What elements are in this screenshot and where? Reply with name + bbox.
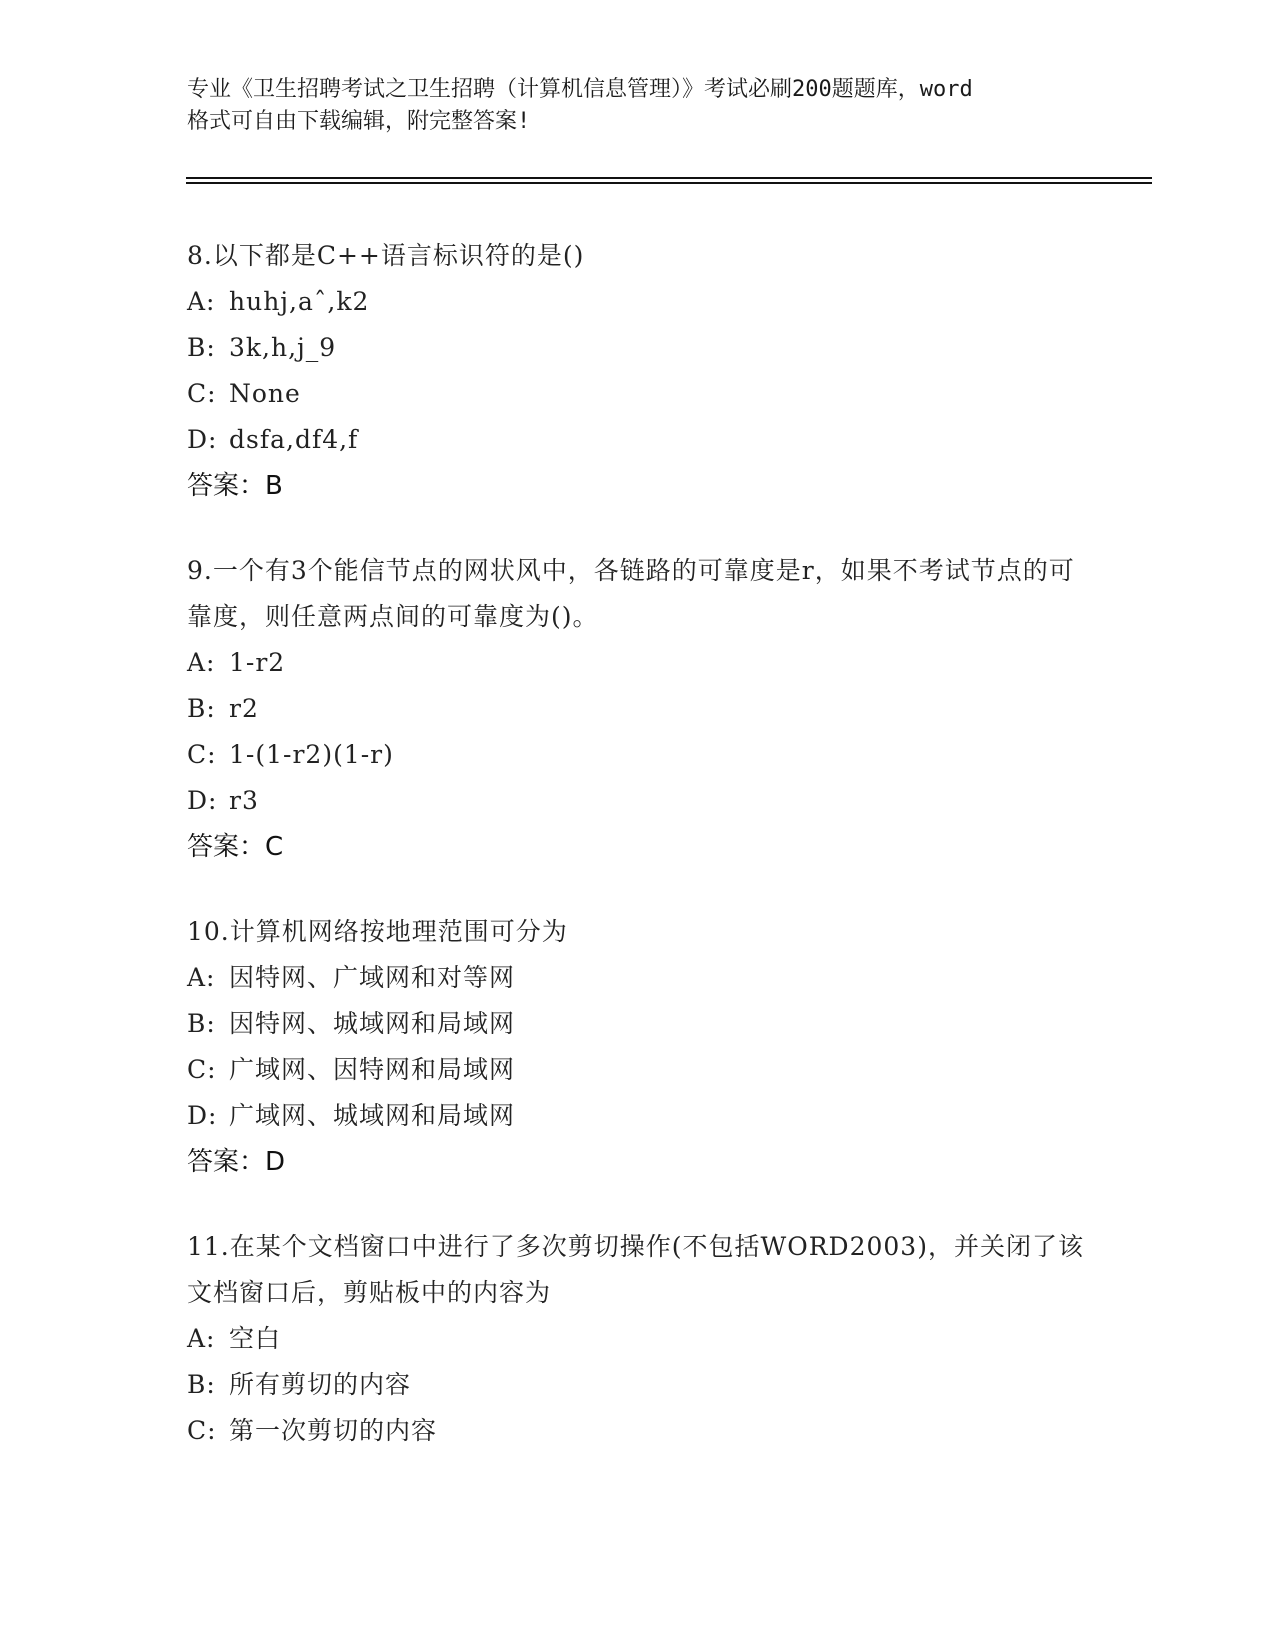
option-text: r2 bbox=[229, 694, 259, 723]
question-8 bbox=[187, 233, 1087, 509]
answer-label: 答案：D bbox=[187, 1147, 286, 1177]
option-text: None bbox=[229, 379, 301, 408]
answer-label: 答案：B bbox=[187, 471, 283, 501]
option-letter: A: bbox=[187, 287, 216, 316]
option-letter: A: bbox=[187, 963, 216, 992]
question-stem: 8.以下都是C++语言标识符的是() bbox=[187, 241, 585, 270]
option-c bbox=[187, 371, 1087, 417]
option-text: 3k,h,j_9 bbox=[229, 333, 337, 362]
option-a bbox=[187, 1316, 1087, 1362]
option-d bbox=[187, 778, 1087, 824]
header-line-2: 格式可自由下载编辑，附完整答案! bbox=[187, 109, 531, 134]
option-a bbox=[187, 955, 1087, 1001]
option-b bbox=[187, 325, 1087, 371]
header-line-1: 专业《卫生招聘考试之卫生招聘（计算机信息管理）》考试必刷200题题库，word bbox=[187, 77, 973, 102]
option-letter: D: bbox=[187, 425, 218, 454]
option-text: 第一次剪切的内容 bbox=[229, 1416, 438, 1445]
question-11 bbox=[187, 1224, 1087, 1454]
option-b bbox=[187, 686, 1087, 732]
option-text: 空白 bbox=[229, 1324, 282, 1353]
option-b bbox=[187, 1001, 1087, 1047]
question-10 bbox=[187, 909, 1087, 1185]
option-letter: B: bbox=[187, 1370, 216, 1399]
option-c bbox=[187, 1408, 1087, 1454]
option-text: huhj,aˆ,k2 bbox=[229, 287, 370, 316]
option-c bbox=[187, 732, 1087, 778]
option-letter: D: bbox=[187, 1101, 218, 1130]
option-letter: A: bbox=[187, 648, 216, 677]
option-text: 广域网、因特网和局域网 bbox=[229, 1055, 516, 1084]
answer-label: 答案：C bbox=[187, 832, 284, 862]
option-text: 1-r2 bbox=[229, 648, 286, 677]
question-stem: 10.计算机网络按地理范围可分为 bbox=[187, 917, 568, 946]
option-letter: B: bbox=[187, 333, 216, 362]
option-letter: C: bbox=[187, 740, 217, 769]
option-letter: C: bbox=[187, 1055, 217, 1084]
option-text: 1-(1-r2)(1-r) bbox=[229, 740, 394, 769]
option-letter: B: bbox=[187, 1009, 216, 1038]
option-d bbox=[187, 1093, 1087, 1139]
option-letter: D: bbox=[187, 786, 218, 815]
document-header bbox=[187, 74, 1087, 138]
option-a bbox=[187, 640, 1087, 686]
question-list bbox=[187, 233, 1087, 1493]
option-letter: A: bbox=[187, 1324, 216, 1353]
option-letter: B: bbox=[187, 694, 216, 723]
option-text: 所有剪切的内容 bbox=[229, 1370, 412, 1399]
option-b bbox=[187, 1362, 1087, 1408]
option-text: r3 bbox=[229, 786, 259, 815]
option-text: dsfa,df4,f bbox=[229, 425, 359, 454]
option-text: 因特网、城域网和局域网 bbox=[229, 1009, 516, 1038]
option-text: 广域网、城域网和局域网 bbox=[229, 1101, 516, 1130]
option-letter: C: bbox=[187, 379, 217, 408]
question-9 bbox=[187, 548, 1087, 870]
option-a bbox=[187, 279, 1087, 325]
question-stem: 9.一个有3个能信节点的网状风中，各链路的可靠度是r，如果不考试节点的可靠度，则任意两点间的可靠度为()。 bbox=[187, 556, 1075, 631]
option-d bbox=[187, 417, 1087, 463]
header-rule-top bbox=[186, 177, 1152, 179]
header-rule-bottom bbox=[186, 182, 1152, 184]
option-letter: C: bbox=[187, 1416, 217, 1445]
option-text: 因特网、广域网和对等网 bbox=[229, 963, 516, 992]
question-stem: 11.在某个文档窗口中进行了多次剪切操作(不包括WORD2003)，并关闭了该文档窗口后，剪贴板中的内容为 bbox=[187, 1232, 1084, 1307]
option-c bbox=[187, 1047, 1087, 1093]
